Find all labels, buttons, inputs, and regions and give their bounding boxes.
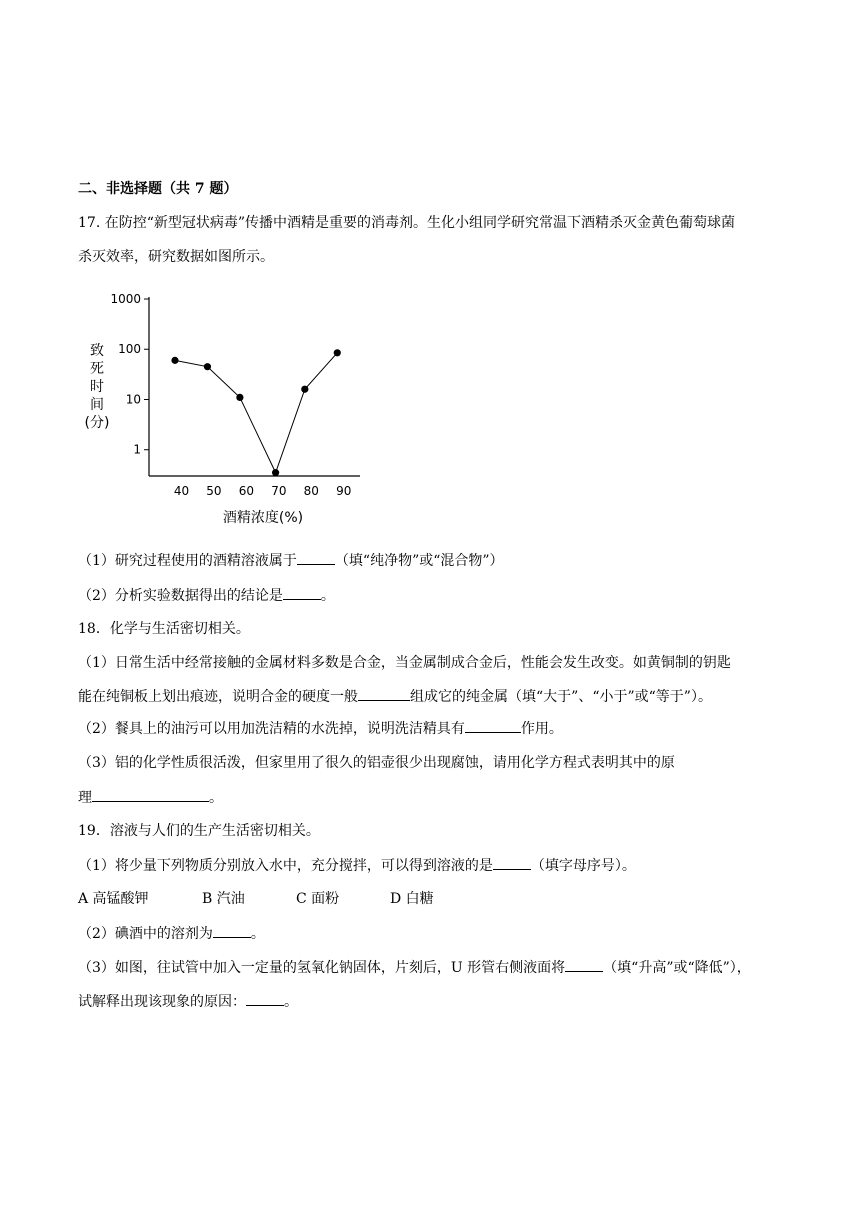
q18-sub3-end: 。 <box>209 790 223 806</box>
q17-sub1 <box>78 550 504 571</box>
answer-blank[interactable] <box>92 787 209 802</box>
q19-sub2 <box>78 923 265 944</box>
x-axis-label: 酒精浓度(%) <box>222 510 304 526</box>
q18-stem: 18．化学与生活密切相关。 <box>78 621 250 637</box>
q18-sub1-text: 能在纯铜板上划出痕迹，说明合金的硬度一般 <box>78 689 358 705</box>
q18-sub3-line1: （3）铝的化学性质很活泼，但家里用了很久的铝壶很少出现腐蚀，请用化学方程式表明其中的原 <box>78 755 675 771</box>
q18-sub2-text: （2）餐具上的油污可以用加洗洁精的水洗掉，说明洗洁精具有 <box>78 721 465 737</box>
x-tick-label: 80 <box>303 484 319 498</box>
data-point <box>204 363 211 370</box>
y-axis-label-char: 间 <box>90 397 104 413</box>
data-point <box>272 469 279 476</box>
y-tick-label: 10 <box>125 392 141 407</box>
data-point <box>171 357 178 364</box>
q17-sub1-text: （1）研究过程使用的酒精溶液属于 <box>78 553 297 569</box>
data-point <box>334 349 341 356</box>
y-tick-label: 1 <box>133 442 141 457</box>
answer-blank[interactable] <box>246 991 284 1006</box>
q19-sub3-line2 <box>78 991 298 1012</box>
q18-sub2 <box>78 718 563 739</box>
answer-blank[interactable] <box>283 585 321 600</box>
answer-blank[interactable] <box>358 686 410 701</box>
q17-stem-line1: 17. 在防控“新型冠状病毒”传播中酒精是重要的消毒剂。生化小组同学研究常温下酒精杀灭金黄色葡萄球菌 <box>78 215 736 231</box>
q19-sub2-text: （2）碘酒中的溶剂为 <box>78 926 213 942</box>
y-axis-label-char: 致 <box>90 343 104 359</box>
q18-sub3-text: 理 <box>78 790 92 806</box>
section-title: 二、非选择题（共 7 题） <box>78 181 238 197</box>
y-tick-label: 1000 <box>110 292 141 306</box>
answer-blank[interactable] <box>465 718 521 733</box>
x-tick-label: 50 <box>206 484 222 498</box>
option-d[interactable]: D 白糖 <box>390 891 434 907</box>
y-axis-label-char: (分) <box>84 415 110 431</box>
chart-axes <box>149 297 360 476</box>
q18-sub1-hint: 组成它的纯金属（填“大于”、“小于”或“等于”）。 <box>410 689 712 705</box>
x-tick-label: 90 <box>336 484 352 498</box>
q19-options <box>78 889 434 909</box>
q18-sub2-end: 作用。 <box>520 721 563 737</box>
q17-sub2-end: 。 <box>320 588 335 604</box>
q19-sub1 <box>78 855 636 876</box>
y-axis-label-char: 时 <box>90 379 104 395</box>
q19-sub1-hint: （填字母序号）。 <box>530 858 636 874</box>
q19-sub3-end: 。 <box>284 994 298 1010</box>
series-line <box>175 353 337 473</box>
y-tick-label: 100 <box>118 342 141 357</box>
q19-sub3-reason-text: 试解释出现该现象的原因： <box>78 994 246 1010</box>
q18-sub1-line2 <box>78 686 712 707</box>
q19-sub3-text: （3）如图，往试管中加入一定量的氢氧化钠固体，片刻后，U 形管右侧液面将 <box>78 960 566 976</box>
x-tick-label: 40 <box>173 484 190 498</box>
answer-blank[interactable] <box>565 957 603 972</box>
series <box>171 349 341 476</box>
data-point <box>301 386 308 393</box>
q17-sub2 <box>78 585 335 606</box>
chart <box>78 285 378 530</box>
q19-stem: 19．溶液与人们的生产生活密切相关。 <box>78 823 320 839</box>
q17-stem-line2: 杀灭效率，研究数据如图所示。 <box>78 249 274 265</box>
q17-sub1-hint: （填“纯净物”或“混合物”） <box>334 553 504 569</box>
answer-blank[interactable] <box>213 923 251 938</box>
y-axis-label <box>85 343 110 431</box>
q18-sub1-line1: （1）日常生活中经常接触的金属材料多数是合金，当金属制成合金后，性能会发生改变。如黄铜制的钥匙 <box>78 655 731 671</box>
y-ticks <box>110 292 149 457</box>
answer-blank[interactable] <box>493 855 531 870</box>
x-ticks <box>174 484 352 498</box>
option-c[interactable]: C 面粉 <box>296 891 340 907</box>
option-a[interactable]: A 高锰酸钾 <box>78 891 149 907</box>
q17-sub2-text: （2）分析实验数据得出的结论是 <box>78 588 283 604</box>
answer-blank[interactable] <box>297 550 335 565</box>
x-tick-label: 70 <box>271 484 287 498</box>
x-tick-label: 60 <box>238 484 255 498</box>
q19-sub3-hint: （填“升高”或“降低”）， <box>603 960 751 976</box>
q18-sub3-line2 <box>78 787 223 808</box>
option-b[interactable]: B 汽油 <box>202 891 245 907</box>
y-axis-label-char: 死 <box>90 361 104 377</box>
q19-sub1-text: （1）将少量下列物质分别放入水中，充分搅拌，可以得到溶液的是 <box>78 858 493 874</box>
q19-sub3-line1 <box>78 957 751 978</box>
data-point <box>236 394 243 401</box>
q19-sub2-end: 。 <box>250 926 265 942</box>
